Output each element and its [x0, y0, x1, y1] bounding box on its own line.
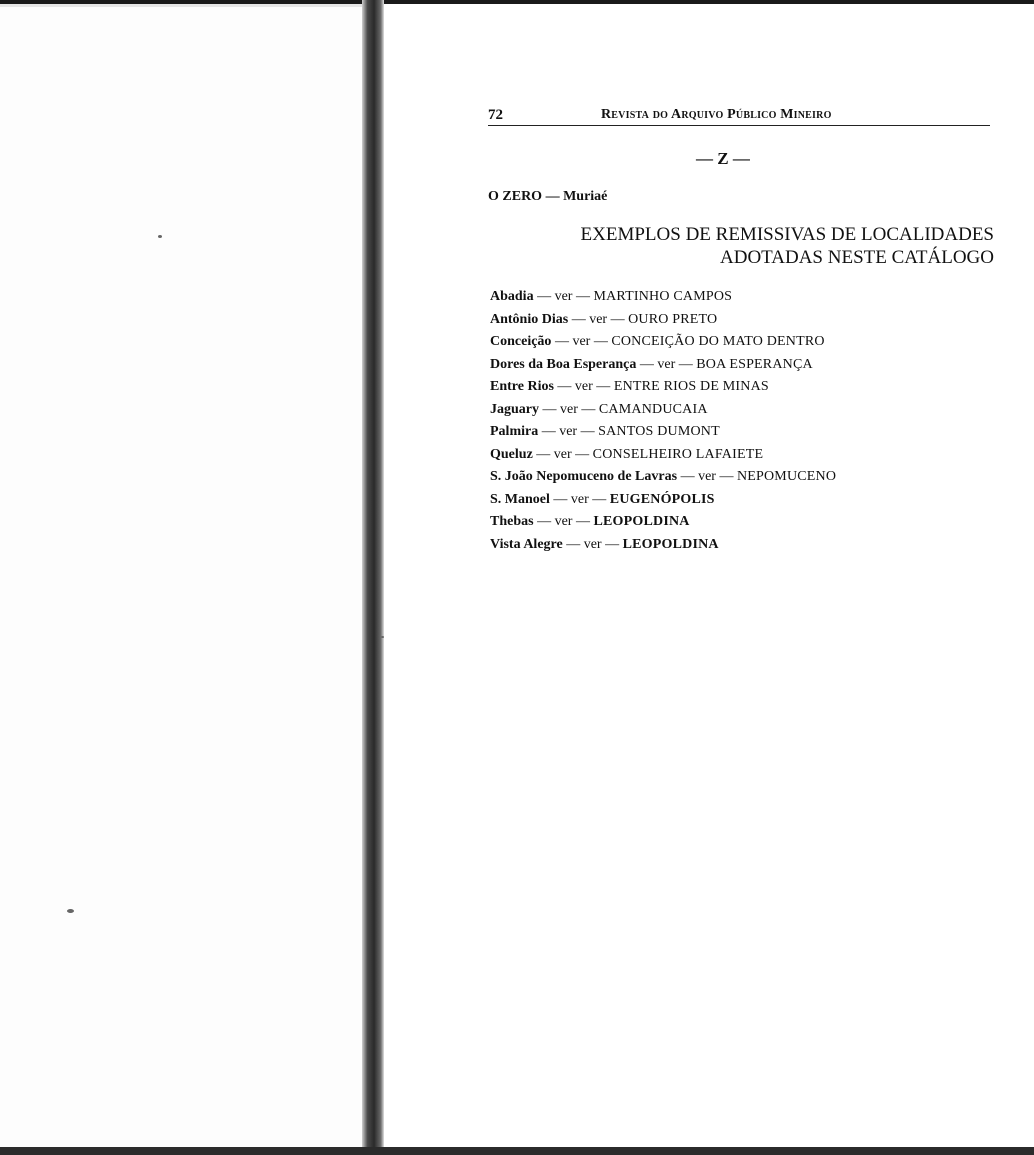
- entry-source: Entre Rios: [490, 379, 554, 394]
- scan-top-shadow: [0, 4, 370, 7]
- entry-target: LEOPOLDINA: [622, 536, 719, 552]
- section-letter: — Z —: [696, 149, 750, 168]
- entry-target: EUGENÓPOLIS: [609, 491, 715, 507]
- cross-reference-entry: [490, 444, 836, 467]
- entry-target: MARTINHO CAMPOS: [593, 289, 733, 304]
- cross-reference-entry: [490, 421, 836, 444]
- dust-speck: [67, 909, 74, 913]
- section-heading: [581, 223, 994, 269]
- entry-source: Palmira: [490, 424, 539, 439]
- entry-source: Antônio Dias: [490, 311, 569, 327]
- entry-source: Queluz: [490, 446, 533, 462]
- entry-source: Thebas: [490, 514, 534, 529]
- running-title: Revista do Arquivo Público Mineiro: [601, 107, 832, 122]
- cross-reference-entry: [490, 354, 836, 377]
- header-rule: [488, 125, 990, 126]
- entry-separator: — ver —: [533, 289, 594, 304]
- cross-reference-entry: [490, 376, 836, 399]
- cross-reference-entry: [490, 309, 836, 332]
- dust-speck: [158, 235, 162, 238]
- entry-separator: — ver —: [677, 469, 737, 484]
- entry-source: Conceição: [490, 334, 552, 349]
- entry-separator: — ver —: [532, 446, 593, 462]
- entry-target: CONCEIÇÃO DO MATO DENTRO: [611, 334, 825, 349]
- entry-source: S. Manoel: [490, 491, 550, 507]
- entry-separator: — ver —: [533, 514, 594, 529]
- entry-target: OURO PRETO: [628, 311, 718, 327]
- entry-separator: — ver —: [551, 334, 612, 349]
- cross-reference-entry: [490, 399, 836, 422]
- entry-target: BOA ESPERANÇA: [696, 356, 813, 372]
- entry-separator: — ver —: [568, 311, 629, 327]
- cross-reference-list: [490, 286, 836, 556]
- entry-separator: — ver —: [562, 536, 623, 552]
- cross-reference-entry: [490, 489, 836, 512]
- entry-source: Abadia: [490, 289, 534, 304]
- entry-target: CAMANDUCAIA: [598, 401, 708, 417]
- page-number: 72: [488, 107, 503, 123]
- entry-target: SANTOS DUMONT: [598, 424, 720, 439]
- entry-separator: — ver —: [636, 356, 697, 372]
- scan-bottom-edge: [0, 1147, 1034, 1155]
- entry-source: Jaguary: [490, 401, 539, 417]
- entry-target: LEOPOLDINA: [593, 514, 690, 529]
- cross-reference-entry: [490, 331, 836, 354]
- entry-separator: — ver —: [539, 401, 599, 417]
- heading-line-2: ADOTADAS NESTE CATÁLOGO: [720, 247, 994, 268]
- book-gutter: [362, 0, 384, 1155]
- entry-source: Vista Alegre: [490, 536, 563, 552]
- catalog-entry: O ZERO — Muriaé: [488, 189, 608, 204]
- entry-source: Dores da Boa Esperança: [490, 356, 637, 372]
- entry-source: S. João Nepomuceno de Lavras: [490, 469, 678, 484]
- cross-reference-entry: [490, 286, 836, 309]
- left-blank-page: [0, 4, 362, 1147]
- entry-target: NEPOMUCENO: [736, 469, 837, 484]
- entry-separator: — ver —: [549, 491, 610, 507]
- entry-separator: — ver —: [538, 424, 599, 439]
- cross-reference-entry: [490, 511, 836, 534]
- entry-target: ENTRE RIOS DE MINAS: [613, 379, 769, 394]
- cross-reference-entry: [490, 466, 836, 489]
- entry-separator: — ver —: [553, 379, 614, 394]
- heading-line-1: EXEMPLOS DE REMISSIVAS DE LOCALIDADES: [580, 224, 994, 245]
- entry-target: CONSELHEIRO LAFAIETE: [592, 446, 764, 462]
- cross-reference-entry: [490, 534, 836, 557]
- dust-speck: [381, 636, 384, 638]
